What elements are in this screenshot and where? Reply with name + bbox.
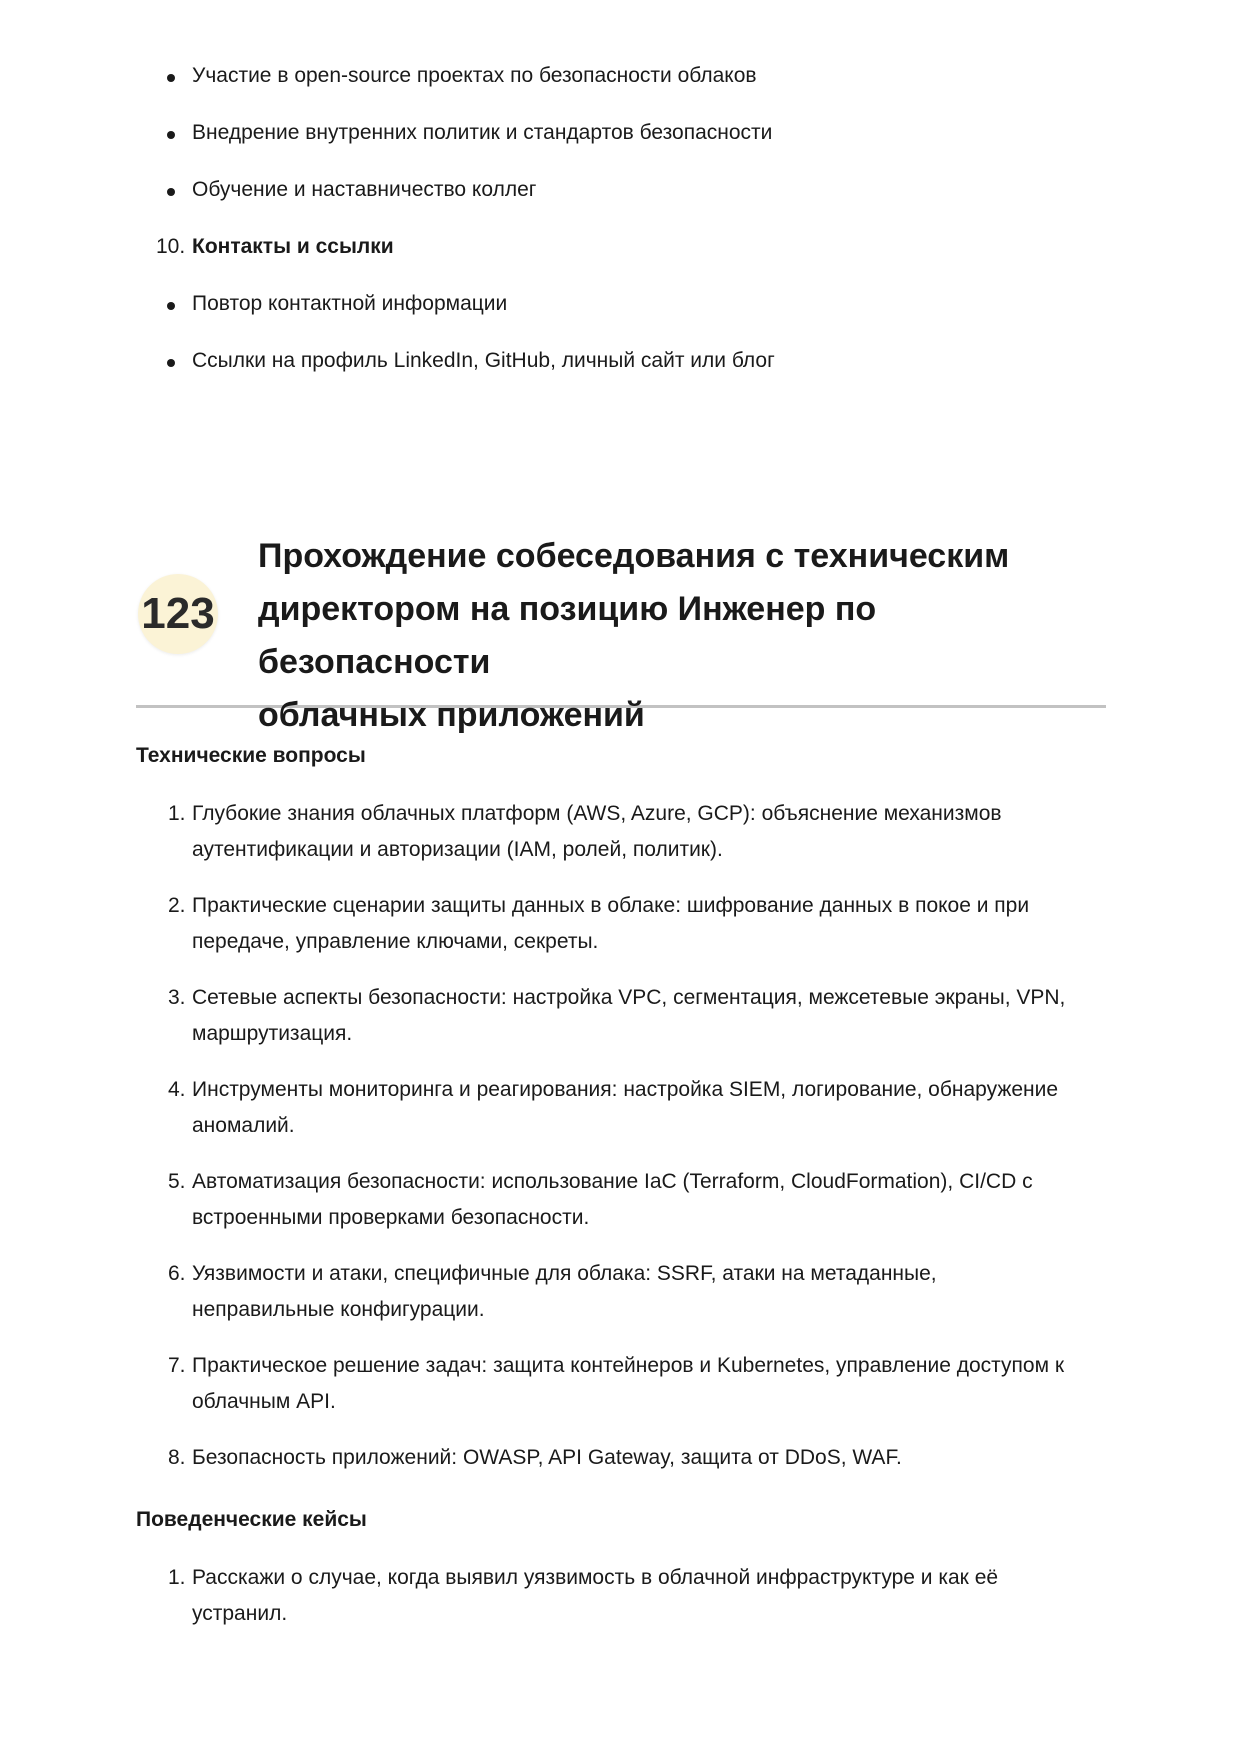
list-item-text: Обучение и наставничество коллег bbox=[192, 178, 537, 201]
section-10-heading bbox=[136, 229, 1106, 286]
chapter-title-line: директором на позицию Инженер по безопасности bbox=[258, 590, 877, 681]
chapter-header bbox=[136, 530, 1106, 734]
list-item bbox=[136, 343, 1106, 400]
item-line: передаче, управление ключами, секреты. bbox=[192, 930, 599, 953]
list-item bbox=[136, 1256, 1106, 1328]
behavioral-cases-heading: Поведенческие кейсы bbox=[136, 1508, 367, 1531]
list-item-text: Ссылки на профиль LinkedIn, GitHub, личный сайт или блог bbox=[192, 349, 775, 372]
item-line: Автоматизация безопасности: использование IaC (Terraform, CloudFormation), CI/CD с bbox=[192, 1170, 1033, 1193]
bullet-icon bbox=[167, 74, 175, 82]
list-item bbox=[136, 1560, 1106, 1632]
bullet-icon bbox=[167, 359, 175, 367]
list-item bbox=[136, 58, 1106, 115]
item-line: Практические сценарии защиты данных в облаке: шифрование данных в покое и при bbox=[192, 894, 1030, 917]
item-line: встроенными проверками безопасности. bbox=[192, 1206, 590, 1229]
list-item bbox=[136, 172, 1106, 229]
item-number: 7. bbox=[168, 1354, 186, 1377]
bullet-icon bbox=[167, 302, 175, 310]
item-line: устранил. bbox=[192, 1602, 288, 1625]
item-number: 5. bbox=[168, 1170, 186, 1193]
chapter-title bbox=[258, 530, 1118, 742]
item-number: 4. bbox=[168, 1078, 186, 1101]
list-item-text: Внедрение внутренних политик и стандартов безопасности bbox=[192, 121, 773, 144]
item-number: 1. bbox=[168, 1566, 186, 1589]
item-line: аномалий. bbox=[192, 1114, 295, 1137]
item-number: 6. bbox=[168, 1262, 186, 1285]
item-number: 1. bbox=[168, 802, 186, 825]
item-line: неправильные конфигурации. bbox=[192, 1298, 485, 1321]
item-line: маршрутизация. bbox=[192, 1022, 353, 1045]
list-item bbox=[136, 980, 1106, 1052]
list-item bbox=[136, 1348, 1106, 1420]
item-line: Инструменты мониторинга и реагирования: настройка SIEM, логирование, обнаружение bbox=[192, 1078, 1059, 1101]
bullet-icon bbox=[167, 188, 175, 196]
item-line: Сетевые аспекты безопасности: настройка VPC, сегментация, межсетевые экраны, VPN, bbox=[192, 986, 1066, 1009]
item-line: Глубокие знания облачных платформ (AWS, Azure, GCP): объяснение механизмов bbox=[192, 802, 1002, 825]
item-line: Расскажи о случае, когда выявил уязвимость в облачной инфраструктуре и как её bbox=[192, 1566, 999, 1589]
item-number: 2. bbox=[168, 894, 186, 917]
section-title: Контакты и ссылки bbox=[192, 235, 394, 258]
item-line: облачным API. bbox=[192, 1390, 336, 1413]
bullet-icon bbox=[167, 131, 175, 139]
list-item bbox=[136, 888, 1106, 960]
list-item bbox=[136, 1072, 1106, 1144]
chapter-title-line: Прохождение собеседования с техническим bbox=[258, 537, 1010, 575]
chapter-title-line: облачных приложений bbox=[258, 696, 645, 734]
tech-questions-list bbox=[136, 796, 1106, 1496]
item-number: 3. bbox=[168, 986, 186, 1009]
list-item bbox=[136, 1440, 1106, 1476]
tech-questions-heading: Технические вопросы bbox=[136, 744, 366, 767]
list-item bbox=[136, 286, 1106, 343]
top-bullet-list bbox=[136, 58, 1106, 400]
item-number: 8. bbox=[168, 1446, 186, 1469]
list-item bbox=[136, 796, 1106, 868]
chapter-number-badge: 123 bbox=[138, 574, 218, 654]
item-line: Практическое решение задач: защита контейнеров и Kubernetes, управление доступом к bbox=[192, 1354, 1065, 1377]
section-number: 10. bbox=[156, 235, 186, 258]
list-item-text: Повтор контактной информации bbox=[192, 292, 508, 315]
item-line: аутентификации и авторизации (IAM, ролей, политик). bbox=[192, 838, 723, 861]
item-line: Безопасность приложений: OWASP, API Gateway, защита от DDoS, WAF. bbox=[192, 1446, 902, 1469]
list-item bbox=[136, 115, 1106, 172]
behavioral-cases-list bbox=[136, 1560, 1106, 1652]
item-line: Уязвимости и атаки, специфичные для облака: SSRF, атаки на метаданные, bbox=[192, 1262, 937, 1285]
list-item bbox=[136, 1164, 1106, 1236]
list-item-text: Участие в open-source проектах по безопасности облаков bbox=[192, 64, 757, 87]
